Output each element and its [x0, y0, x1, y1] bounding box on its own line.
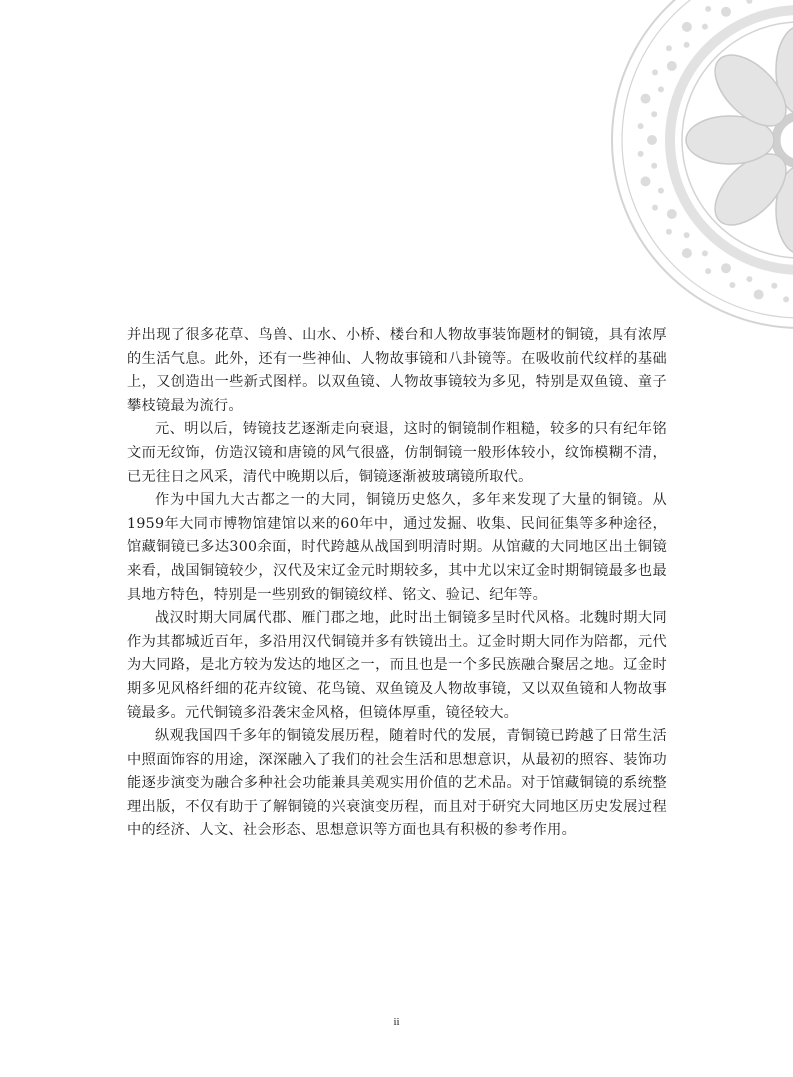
- paragraph-2: 元、明以后，铸镜技艺逐渐走向衰退，这时的铜镜制作粗糙，较多的只有纪年铭文而无纹饰，仿造汉镜和唐镜的风气很盛，仿制铜镜一般形体较小，纹饰模糊不清，已无往日之风采，清代中晚期以后，铜镜逐渐被玻璃镜所取代。: [127, 421, 667, 485]
- body-text: [127, 324, 667, 843]
- paragraph-5: 纵观我国四千多年的铜镜发展历程，随着时代的发展，青铜镜已跨越了日常生活中照面饰容的用途，深深融入了我们的社会生活和思想意识，从最初的照容、装饰功能逐步演变为融合多种社会功能兼具美观实用价值的艺术品。对于馆藏铜镜的系统整理出版，不仅有助于了解铜镜的兴衰演变历程，而且对于研究大同地区历史发展过程中的经济、人文、社会形态、思想意识等方面也具有积极的参考作用。: [127, 728, 667, 839]
- paragraph-1: 并出现了很多花草、鸟兽、山水、小桥、楼台和人物故事装饰题材的铜镜，具有浓厚的生活气息。此外，还有一些神仙、人物故事镜和八卦镜等。在吸收前代纹样的基础上，又创造出一些新式图样。以双鱼镜、人物故事镜较为多见，特别是双鱼镜、童子攀枝镜最为流行。: [127, 327, 667, 414]
- paragraph-3: 作为中国九大古都之一的大同，铜镜历史悠久，多年来发现了大量的铜镜。从1959年大同市博物馆建馆以来的60年中，通过发掘、收集、民间征集等多种途径，馆藏铜镜已多达300余面，时代跨越从战国到明清时期。从馆藏的大同地区出土铜镜来看，战国铜镜较少，汉代及宋辽金元时期较多，其中尤以宋辽金时期铜镜最多也最具地方特色，特别是一些别致的铜镜纹样、铭文、验记、纪年等。: [127, 492, 667, 603]
- bronze-mirror-ornament-icon: [600, 0, 793, 360]
- page-number: ii: [393, 1016, 400, 1028]
- paragraph-4: 战汉时期大同属代郡、雁门郡之地，此时出土铜镜多呈时代风格。北魏时期大同作为其都城近百年，多沿用汉代铜镜并多有铁镜出土。辽金时期大同作为陪都，元代为大同路，是北方较为发达的地区之一，而且也是一个多民族融合聚居之地。辽金时期多见风格纤细的花卉纹镜、花鸟镜、双鱼镜及人物故事镜，又以双鱼镜和人物故事镜最多。元代铜镜多沿袭宋金风格，但镜体厚重，镜径较大。: [127, 610, 667, 721]
